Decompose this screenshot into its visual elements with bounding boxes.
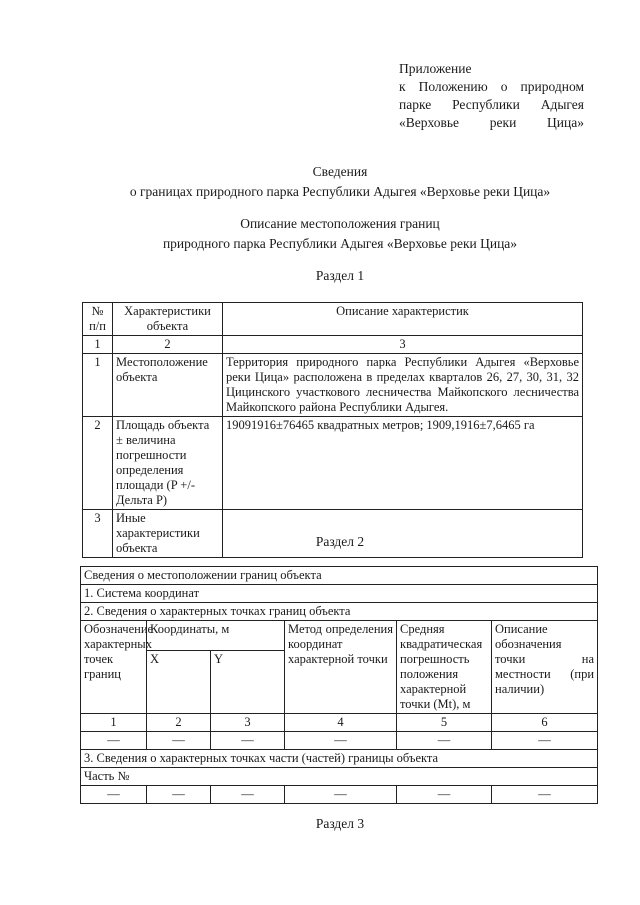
empty-dash-cell: — <box>211 786 285 804</box>
title-line-1: Сведения <box>312 164 368 179</box>
empty-dash-cell: — <box>285 732 397 750</box>
appendix-line-4: «Верховье реки Цица» <box>399 115 584 130</box>
section2-part-number: Часть № <box>81 768 598 786</box>
appendix-line-2: к Положению о природном <box>399 79 584 94</box>
section1-header-num: № п/п <box>83 303 113 336</box>
section2-part-points: 3. Сведения о характерных точках части (частей) границы объекта <box>81 750 598 768</box>
table-row <box>81 786 598 804</box>
section2-characteristic-points: 2. Сведения о характерных точках границ объекта <box>81 603 598 621</box>
section1-header-characteristics: Характеристики объекта <box>113 303 223 336</box>
section2-boundary-info: Сведения о местоположении границ объекта <box>81 567 598 585</box>
section1-index-cell: 3 <box>223 336 583 354</box>
row-characteristic: Площадь объекта ± величина погрешности определения площади (P +/- Дельта P) <box>113 417 223 510</box>
row-number: 3 <box>83 510 113 558</box>
table-row <box>81 732 598 750</box>
appendix-line-3: парке Республики Адыгея <box>399 97 584 112</box>
section3-heading: Раздел 3 <box>315 816 365 831</box>
subtitle-line-1: Описание местоположения границ <box>240 216 440 231</box>
header-method: Метод определения координат характерной точки <box>285 621 397 714</box>
row-number: 1 <box>83 354 113 417</box>
title-line-2: о границах природного парка Республики Адыгея «Верховье реки Цица» <box>129 184 551 199</box>
empty-dash-cell: — <box>147 732 211 750</box>
section2-index-cell: 1 <box>81 714 147 732</box>
row-description: 19091916±76465 квадратных метров; 1909,1916±7,6465 га <box>223 417 583 510</box>
empty-dash-cell: — <box>397 786 492 804</box>
section1-index-cell: 2 <box>113 336 223 354</box>
table-row <box>83 354 583 417</box>
section2-coordinate-system: 1. Система координат <box>81 585 598 603</box>
row-characteristic: Иные характеристики объекта <box>113 510 223 558</box>
row-number: 2 <box>83 417 113 510</box>
empty-dash-cell: — <box>492 732 598 750</box>
empty-dash-cell: — <box>211 732 285 750</box>
empty-dash-cell: — <box>147 786 211 804</box>
appendix-line-1: Приложение <box>399 61 472 76</box>
document-title <box>60 162 620 202</box>
document-subtitle <box>60 214 620 254</box>
header-point-description: Описание обозначения точки на местности (при наличии) <box>492 621 598 714</box>
section1-heading: Раздел 1 <box>315 268 365 283</box>
section2-index-cell: 2 <box>147 714 211 732</box>
empty-dash-cell: — <box>397 732 492 750</box>
row-description: Территория природного парка Республики Адыгея «Верховье реки Цица» расположена в пределах кварталов 26, 27, 30, 31, 32 Цицинского участкового лесничества Майкопского лесничества Майкопского района Республики Адыгея. <box>223 354 583 417</box>
empty-dash-cell: — <box>492 786 598 804</box>
header-error: Средняя квадратическая погрешность положения характерной точки (Mt), м <box>397 621 492 714</box>
table-row <box>83 417 583 510</box>
appendix-note <box>399 60 584 132</box>
section2-heading: Раздел 2 <box>315 534 365 549</box>
header-designation: Обозначение характерных точек границ <box>81 621 147 714</box>
section2-index-cell: 3 <box>211 714 285 732</box>
empty-dash-cell: — <box>81 732 147 750</box>
section2-index-cell: 5 <box>397 714 492 732</box>
header-coordinates: Координаты, м <box>147 621 285 651</box>
section1-header-description: Описание характеристик <box>223 303 583 336</box>
empty-dash-cell: — <box>81 786 147 804</box>
section2-index-cell: 4 <box>285 714 397 732</box>
subtitle-line-2: природного парка Республики Адыгея «Верховье реки Цица» <box>162 236 518 251</box>
section2-index-cell: 6 <box>492 714 598 732</box>
header-x: X <box>147 651 211 714</box>
row-characteristic: Местоположение объекта <box>113 354 223 417</box>
header-y: Y <box>211 651 285 714</box>
section2-table <box>80 566 598 804</box>
section1-table <box>82 302 583 558</box>
section1-index-cell: 1 <box>83 336 113 354</box>
empty-dash-cell: — <box>285 786 397 804</box>
